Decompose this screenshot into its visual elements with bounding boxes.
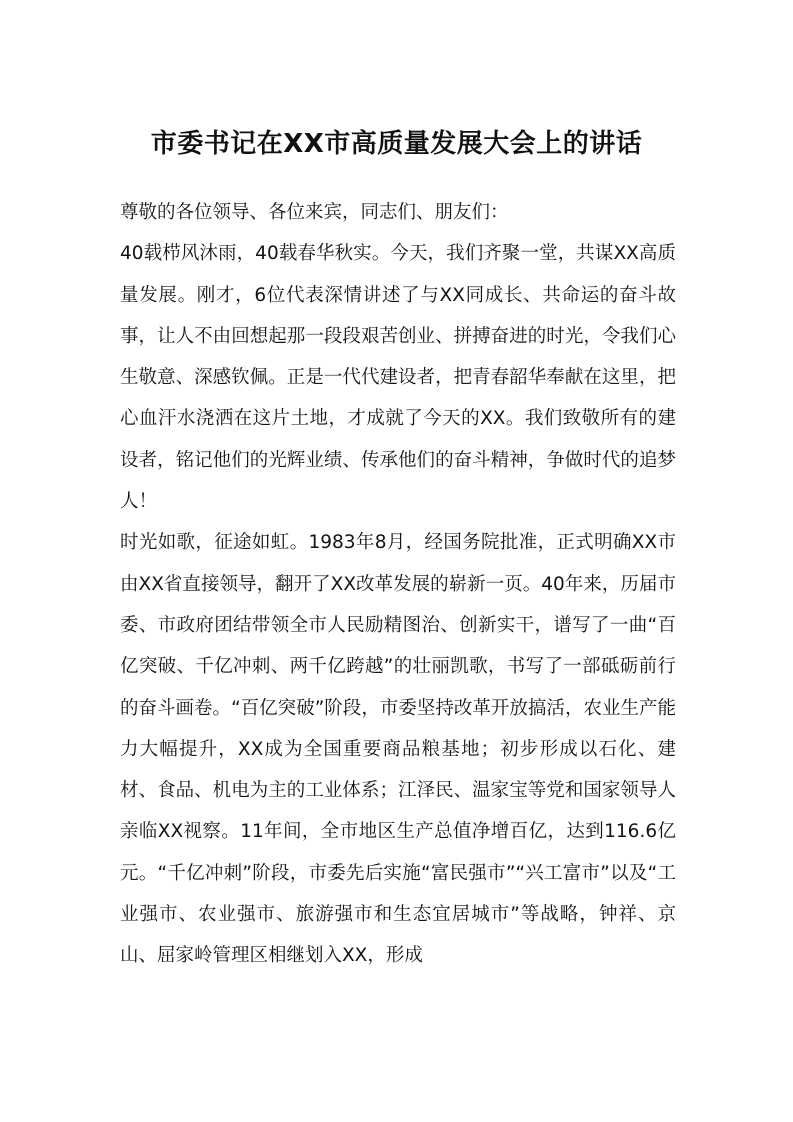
- document-body: [120, 192, 676, 977]
- document-title: 市委书记在XX市高质量发展大会上的讲话: [150, 129, 643, 159]
- paragraph-salutation: 尊敬的各位领导、各位来宾，同志们、朋友们：: [120, 202, 509, 223]
- paragraph-history: 时光如歌，征途如虹。1983年8月，经国务院批准，正式明确XX市由XX省直接领导，翻开了XX改革发展的崭新一页。40年来，历届市委、市政府团结带领全市人民励精图治、创新实干，谱写了一曲“百亿突破、千亿冲刺、两千亿跨越”的壮丽凯歌，书写了一部砥砺前行的奋斗画卷。“百亿突破”阶段，市委坚持改革开放搞活，农业生产能力大幅提升，XX成为全国重要商品粮基地；初步形成以石化、建材、食品、机电为主的工业体系；江泽民、温家宝等党和国家领导人亲临XX视察。11年间，全市地区生产总值净增百亿，达到116.6亿元。“千亿冲刺”阶段，市委先后实施“富民强市”“兴工富市”以及“工业强市、农业强市、旅游强市和生态宜居城市”等战略，钟祥、京山、屈家岭管理区相继划入XX，形成: [120, 532, 676, 967]
- paragraph-opening: 40载栉风沐雨，40载春华秋实。今天，我们齐聚一堂，共谋XX高质量发展。刚才，6位代表深情讲述了与XX同成长、共命运的奋斗故事，让人不由回想起那一段段艰苦创业、拼搏奋进的时光，令我们心生敬意、深感钦佩。正是一代代建设者，把青春韶华奉献在这里，把心血汗水浇洒在这片土地，才成就了今天的XX。我们致敬所有的建设者，铭记他们的光辉业绩、传承他们的奋斗精神，争做时代的追梦人！: [120, 243, 676, 513]
